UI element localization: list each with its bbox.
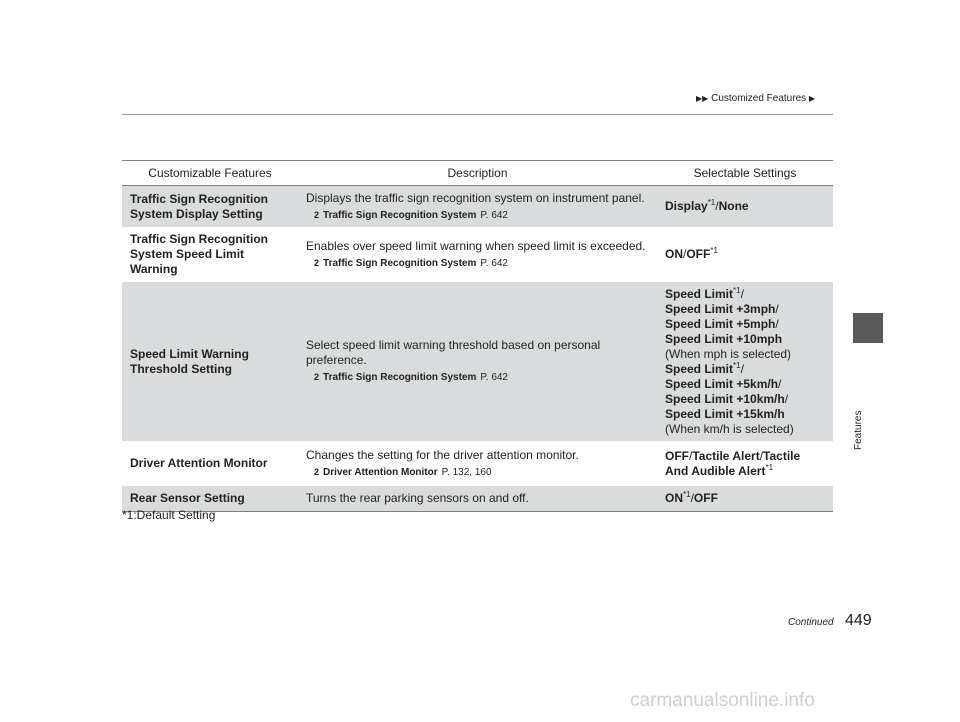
selectable-settings (657, 228, 833, 282)
reference-page: P. 642 (480, 372, 508, 383)
cross-reference[interactable] (306, 256, 649, 271)
footnote-marker: *1 (733, 360, 741, 370)
footnote-marker: *1 (710, 246, 718, 255)
reference-arrow-icon: 2 (314, 257, 320, 268)
header-settings: Selectable Settings (657, 161, 833, 186)
setting-option: Speed Limit +5mph (665, 316, 776, 331)
feature-description (298, 486, 657, 512)
setting-option: Speed Limit +10km/h (665, 391, 785, 406)
reference-page: P. 642 (480, 257, 508, 269)
page-number: 449 (845, 612, 872, 629)
footnote: *1:Default Setting (122, 508, 216, 522)
settings-line (665, 377, 825, 392)
setting-option: Speed Limit +5km/h (665, 376, 779, 391)
settings-line (665, 362, 825, 377)
setting-option: / (683, 247, 687, 261)
table-header-row (122, 161, 833, 186)
setting-option: OFF (686, 247, 711, 261)
reference-arrow-icon: 2 (314, 466, 320, 477)
feature-description (298, 442, 657, 486)
setting-option: / (775, 301, 779, 316)
cross-reference[interactable] (306, 208, 649, 223)
table-row (122, 486, 833, 512)
setting-option: / (715, 199, 719, 213)
cross-reference[interactable] (306, 370, 649, 385)
cross-reference[interactable] (306, 465, 649, 480)
selectable-settings (657, 442, 833, 486)
setting-option: OFF (693, 491, 718, 505)
setting-option: / (689, 448, 693, 463)
reference-title[interactable]: Traffic Sign Recognition System (323, 257, 477, 269)
setting-option: / (784, 391, 789, 406)
table-row (122, 186, 833, 228)
setting-option: / (740, 361, 744, 376)
description-text: Displays the traffic sign recognition system on instrument panel. (306, 190, 645, 205)
selectable-settings (657, 486, 833, 512)
setting-option: / (775, 316, 779, 331)
description-text: Enables over speed limit warning when speed limit is exceeded. (306, 238, 646, 253)
setting-option: / (778, 376, 782, 391)
watermark: carmanualsonline.info (630, 690, 815, 711)
breadcrumb (696, 93, 815, 104)
feature-description (298, 186, 657, 228)
setting-option: OFF (665, 448, 689, 463)
feature-description (298, 282, 657, 442)
footnote-marker: *1 (683, 490, 691, 499)
settings-line (665, 302, 825, 317)
settings-line (665, 422, 825, 437)
setting-option: / (759, 448, 764, 463)
setting-option: Tactile Alert (692, 448, 760, 463)
continued-label: Continued (788, 617, 834, 628)
setting-option: Display (665, 199, 708, 213)
description-text: Turns the rear parking sensors on and off. (306, 491, 529, 505)
customization-table (122, 160, 833, 512)
setting-option: Speed Limit +15km/h (665, 406, 785, 421)
setting-option: Tactile And Audible Alert (665, 448, 801, 478)
reference-page: P. 132, 160 (441, 466, 492, 478)
feature-name: Driver Attention Monitor (122, 442, 298, 486)
setting-option: Speed Limit +3mph (665, 301, 776, 316)
table-row (122, 228, 833, 282)
setting-option: Speed Limit (665, 361, 734, 376)
setting-option: (When km/h is selected) (665, 421, 794, 436)
feature-name: Traffic Sign Recognition System Speed Limit Warning (122, 228, 298, 282)
reference-title[interactable]: Driver Attention Monitor (323, 466, 438, 478)
section-tab-marker (853, 313, 883, 343)
breadcrumb-arrow-icon: ▶▶ (696, 94, 709, 103)
reference-page: P. 642 (480, 209, 508, 221)
feature-name: Rear Sensor Setting (122, 486, 298, 512)
settings-line (665, 287, 825, 302)
section-tab-label: Features (853, 410, 864, 450)
setting-option: / (740, 286, 744, 301)
selectable-settings (657, 186, 833, 228)
settings-line (665, 407, 825, 422)
reference-arrow-icon: 2 (314, 372, 320, 382)
reference-title[interactable]: Traffic Sign Recognition System (323, 209, 477, 221)
settings-line (665, 347, 825, 362)
setting-option: ON (665, 491, 683, 505)
settings-line (665, 392, 825, 407)
feature-name: Speed Limit Warning Threshold Setting (122, 282, 298, 442)
footnote-marker: *1 (765, 462, 774, 472)
table-row (122, 442, 833, 486)
header-rule (122, 114, 833, 115)
setting-option: None (718, 199, 749, 213)
reference-title[interactable]: Traffic Sign Recognition System (323, 372, 477, 383)
setting-option: (When mph is selected) (665, 346, 792, 361)
setting-option: / (690, 491, 694, 505)
header-feature: Customizable Features (122, 161, 298, 186)
footnote-marker: *1 (707, 198, 716, 207)
selectable-settings (657, 282, 833, 442)
breadcrumb-end-arrow-icon: ▶ (808, 94, 816, 103)
footnote-marker: *1 (733, 285, 741, 295)
feature-description (298, 228, 657, 282)
breadcrumb-label[interactable]: Customized Features (711, 93, 807, 104)
description-text: Select speed limit warning threshold based on personal preference. (306, 338, 601, 367)
setting-option: ON (665, 247, 683, 261)
setting-option: Speed Limit (665, 286, 734, 301)
settings-line (665, 332, 825, 347)
settings-line (665, 317, 825, 332)
setting-option: Speed Limit +10mph (665, 331, 783, 346)
feature-name: Traffic Sign Recognition System Display Setting (122, 186, 298, 228)
header-description: Description (298, 161, 657, 186)
description-text: Changes the setting for the driver attention monitor. (306, 447, 579, 462)
reference-arrow-icon: 2 (314, 209, 320, 220)
table-row (122, 282, 833, 442)
